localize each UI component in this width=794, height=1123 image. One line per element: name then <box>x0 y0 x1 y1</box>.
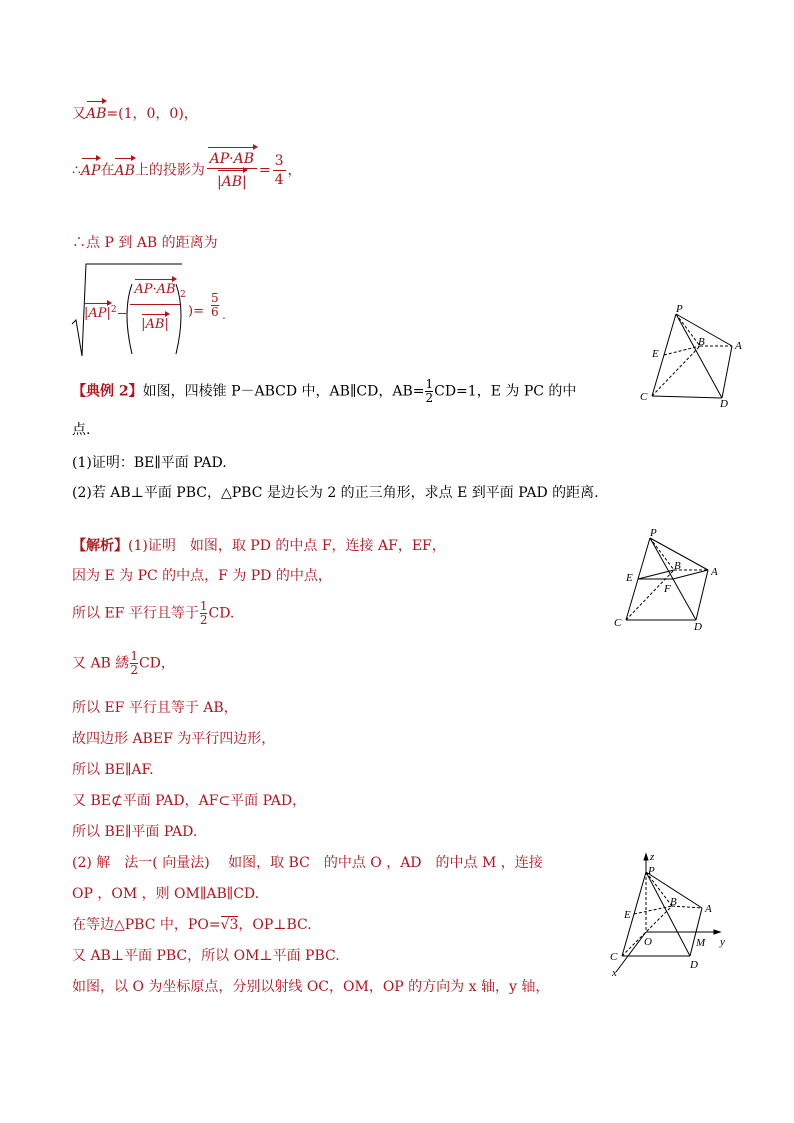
example2-tag: 【典例 2】 <box>72 383 143 400</box>
half-den: 2 <box>425 391 434 405</box>
fig2-label-d: D <box>694 621 702 633</box>
solution-l1: (1)证明 如图，取 PD 的中点 F，连接 AF，EF， <box>128 538 446 554</box>
sqrt-3-value: 3 <box>229 917 239 933</box>
fig3-label-m: M <box>696 937 706 949</box>
example2-half <box>425 378 433 405</box>
l4-den: 2 <box>130 663 138 677</box>
l3-den: 2 <box>199 613 208 627</box>
pyramid-figure-3 <box>606 850 736 980</box>
pyramid-figure-2 <box>612 524 742 636</box>
pyramid-figure-1 <box>636 300 766 410</box>
distance-intro: ∴点 P 到 AB 的距离为 <box>72 235 218 251</box>
fig3-label-e: E <box>624 909 631 921</box>
l4-num: 1 <box>130 649 138 663</box>
solution-line-1 <box>72 536 446 556</box>
example2-part1: (1)证明：BE∥平面 PAD. <box>72 455 227 471</box>
example2-text-a: 如图，四棱锥 P－ABCD 中，AB∥CD，AB= <box>142 383 425 400</box>
half-num: 1 <box>425 377 434 391</box>
solution-l3-half <box>200 600 208 627</box>
projection-numerator: AP·AB <box>207 150 257 168</box>
fig3-label-o: O <box>644 936 652 948</box>
solution-tag: 【解析】 <box>72 538 128 554</box>
solution-line-2: 因为 E 为 PC 的中点，F 为 PD 的中点， <box>72 568 332 584</box>
result-num: 3 <box>274 153 284 169</box>
example2-part2: (2)若 AB⊥平面 PBC，△PBC 是边长为 2 的正三角形，求点 E 到平面 PAD 的距离. <box>72 485 599 501</box>
comma: ， <box>287 162 302 179</box>
projection-text: 上的投影为 <box>134 162 205 179</box>
inner-fraction <box>130 280 180 333</box>
fig3-label-z: z <box>650 851 655 863</box>
fig3-label-c: C <box>610 951 618 963</box>
solution-line-9: 所以 BE∥平面 PAD. <box>72 824 198 840</box>
minus: − <box>116 306 128 322</box>
fig2-label-e: E <box>626 572 633 584</box>
solution-line-5: 所以 EF 平行且等于 AB， <box>72 700 238 716</box>
solution-line-11: OP ，OM ，则 OM∥AB∥CD. <box>72 886 260 902</box>
square-1: 2 <box>110 305 117 315</box>
distance-formula <box>70 262 240 358</box>
fig1-label-p: P <box>676 303 683 315</box>
solution-l3b: CD. <box>208 605 235 622</box>
fig1-label-c: C <box>640 391 648 403</box>
distance-result-num: 5 <box>211 291 219 305</box>
fig3-label-d: D <box>690 959 698 971</box>
solution-line-12 <box>72 915 312 935</box>
solution-line-14: 如图，以 O 为坐标原点，分别以射线 OC，OM，OP 的方向为 x 轴，y 轴， <box>72 979 550 995</box>
period: . <box>222 308 226 322</box>
solution-l3a: 所以 EF 平行且等于 <box>72 605 199 622</box>
fig1-label-a: A <box>735 340 742 352</box>
ab-vector: AB <box>86 106 107 122</box>
in-text: 在 <box>100 162 115 179</box>
distance-result-den: 6 <box>211 305 219 319</box>
projection-line <box>72 150 302 210</box>
fig1-label-e: E <box>652 348 659 360</box>
fig3-label-b: B <box>670 896 677 908</box>
inner-den: |AB| <box>141 317 169 332</box>
solution-line-7: 所以 BE∥AF. <box>72 762 154 778</box>
ap-abs: |AP| <box>84 306 111 322</box>
close-eq: )= <box>188 304 204 319</box>
sqrt-3: √3 <box>220 917 239 933</box>
solution-l4b: CD， <box>138 655 175 672</box>
result-fraction <box>273 152 286 189</box>
solution-l12a: 在等边△PBC 中，PO= <box>72 917 221 933</box>
solution-l4a: 又 AB 綉 <box>72 655 130 672</box>
example2-text-b: CD=1，E 为 PC 的中 <box>434 383 577 400</box>
fig3-label-p: P <box>648 865 655 877</box>
example2-statement <box>72 378 576 405</box>
equals: = <box>258 162 271 179</box>
fig2-label-p: P <box>650 527 657 539</box>
projection-denominator: |AB| <box>216 174 247 190</box>
result-den: 4 <box>274 172 284 188</box>
solution-line-13: 又 AB⊥平面 PBC，所以 OM⊥平面 PBC. <box>72 948 340 964</box>
ab-vector-value: =(1，0，0)， <box>106 106 198 122</box>
projection-fraction <box>207 150 257 191</box>
solution-line-10: (2) 解 法一( 向量法) 如图，取 BC 的中点 O ，AD 的中点 M ，连接 <box>72 855 543 871</box>
distance-result <box>211 292 219 319</box>
solution-line-3 <box>72 600 234 640</box>
distance-inner <box>84 302 128 322</box>
fig2-label-c: C <box>614 617 622 629</box>
fig3-label-x: x <box>612 967 617 979</box>
l3-num: 1 <box>199 599 208 613</box>
inner-num: AP·AB <box>134 282 176 297</box>
solution-line-6: 故四边形 ABEF 为平行四边形， <box>72 731 276 747</box>
fig2-label-b: B <box>674 560 681 572</box>
fig3-label-y: y <box>720 936 725 948</box>
ab-vector-line: 又AB=(1，0，0)， <box>72 106 198 122</box>
fig1-label-b: B <box>698 336 705 348</box>
ab-vector-2: AB <box>114 162 135 179</box>
solution-line-8: 又 BE⊄平面 PAD，AF⊂平面 PAD， <box>72 793 307 809</box>
solution-l4-half <box>130 650 138 677</box>
example2-text-c: 点. <box>72 422 91 438</box>
square-2: 2 <box>180 290 186 300</box>
fig3-label-a: A <box>705 903 712 915</box>
solution-l12b: ，OP⊥BC. <box>238 917 312 933</box>
solution-line-4 <box>72 650 175 690</box>
therefore-symbol: ∴ <box>72 162 81 179</box>
ap-vector: AP <box>80 162 101 179</box>
fig1-label-d: D <box>720 398 728 410</box>
fig2-label-a: A <box>711 566 718 578</box>
fig2-label-f: F <box>664 583 671 595</box>
